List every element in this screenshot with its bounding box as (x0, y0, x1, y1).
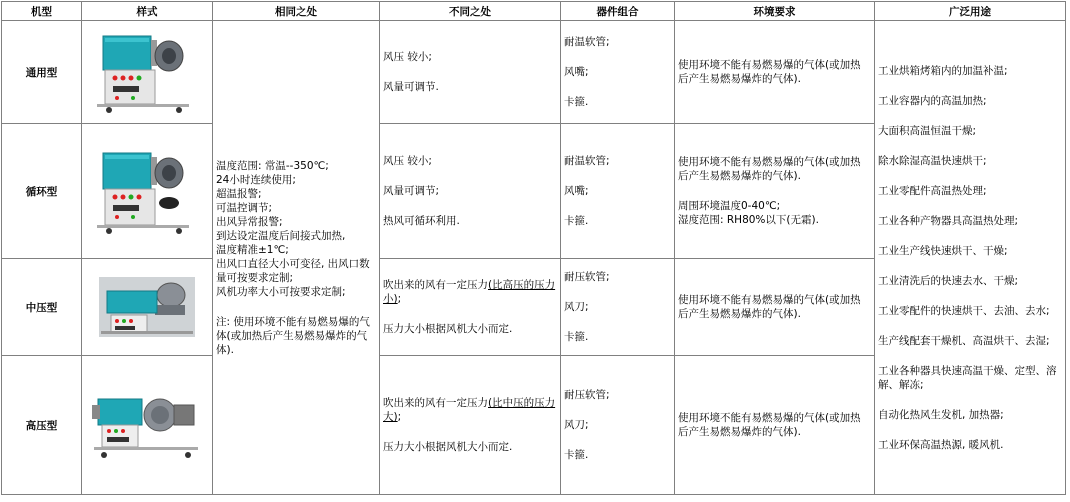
part-line: 卡箍. (564, 331, 589, 344)
usage-item: 工业清洗后的快速去水、干燥; (878, 274, 1019, 287)
usage-item: 工业容器内的高温加热; (878, 94, 987, 107)
diff-text: 吹出来的风有一定压力 (383, 397, 488, 410)
env-line: 使用环境不能有易燃易爆的气体(或加热后产生易燃易爆炸的气体). (678, 294, 861, 321)
image-circulation (82, 124, 213, 259)
common-line: 到达设定温度后间接式加热, (216, 229, 346, 242)
header-common: 相同之处 (213, 2, 380, 21)
row-general (2, 21, 1066, 124)
hot-air-machine-circulation-icon (93, 147, 201, 235)
env-line: 使用环境不能有易燃易爆的气体(或加热后产生易燃易爆炸的气体). (678, 59, 861, 86)
diff-line: 压力大小根据风机大小而定. (383, 323, 513, 336)
env-line: 使用环境不能有易燃易爆的气体(或加热后产生易燃易爆炸的气体). (678, 412, 861, 439)
common-line: 超温报警; (216, 187, 262, 200)
usage-list (875, 21, 1066, 495)
header-usage: 广泛用途 (875, 2, 1066, 21)
medium-pressure-machine-icon (97, 275, 197, 339)
env-general (675, 21, 875, 124)
diff-underlined: (比高压的压力小) (383, 279, 556, 306)
high-pressure-machine-icon (92, 389, 202, 461)
part-line: 耐温软管; (564, 155, 610, 168)
hot-air-machine-upright-icon (93, 30, 201, 114)
common-line: 可温控调节; (216, 201, 273, 214)
env-line: 周围环境温度0-40℃; (678, 200, 781, 213)
usage-item: 工业各种产物器具高温热处理; (878, 214, 1019, 227)
parts-general (561, 21, 675, 124)
header-style: 样式 (82, 2, 213, 21)
spec-table (1, 1, 1066, 495)
usage-item: 工业生产线快速烘干、干燥; (878, 244, 1008, 257)
image-general (82, 21, 213, 124)
env-medium-pressure (675, 259, 875, 356)
diff-suffix: ; (397, 293, 402, 306)
part-line: 耐压软管; (564, 389, 610, 402)
diff-high-pressure (380, 356, 561, 495)
header-model: 机型 (2, 2, 82, 21)
env-high-pressure (675, 356, 875, 495)
common-line: 温度精准±1℃; (216, 243, 289, 256)
parts-high-pressure (561, 356, 675, 495)
type-medium-pressure: 中压型 (2, 259, 82, 356)
env-line: 湿度范围: RH80%以下(无霜). (678, 214, 819, 227)
usage-item: 工业各种器具快速高温干燥、定型、溶解、解冻; (878, 364, 1057, 391)
part-line: 耐温软管; (564, 36, 610, 49)
usage-item: 工业零配件的快速烘干、去油、去水; (878, 304, 1050, 317)
usage-item: 自动化热风生发机, 加热器; (878, 408, 1004, 421)
part-line: 卡箍. (564, 215, 589, 228)
diff-general (380, 21, 561, 124)
diff-line (383, 396, 557, 424)
part-line: 风嘴; (564, 185, 589, 198)
diff-suffix: ; (397, 411, 402, 424)
env-circulation (675, 124, 875, 259)
image-high-pressure (82, 356, 213, 495)
image-medium-pressure (82, 259, 213, 356)
diff-text: 吹出来的风有一定压力 (383, 279, 488, 292)
header-parts: 器件组合 (561, 2, 675, 21)
diff-circulation (380, 124, 561, 259)
diff-line: 风压 较小; (383, 51, 432, 64)
common-line: 温度范围: 常温--350℃; (216, 159, 329, 172)
header-env: 环境要求 (675, 2, 875, 21)
diff-line: 风压 较小; (383, 155, 432, 168)
part-line: 风嘴; (564, 66, 589, 79)
usage-item: 生产线配套干燥机、高温烘干、去湿; (878, 334, 1050, 347)
common-line: 24小时连续使用; (216, 173, 296, 186)
diff-underlined: (比中压的压力大) (383, 397, 556, 424)
part-line: 卡箍. (564, 96, 589, 109)
env-line: 使用环境不能有易燃易爆的气体(或加热后产生易燃易爆炸的气体). (678, 156, 861, 183)
diff-line: 压力大小根据风机大小而定. (383, 441, 513, 454)
part-line: 风刀; (564, 301, 589, 314)
header-row (2, 2, 1066, 21)
part-line: 卡箍. (564, 449, 589, 462)
header-diff: 不同之处 (380, 2, 561, 21)
usage-item: 大面积高温恒温干燥; (878, 124, 977, 137)
part-line: 耐压软管; (564, 271, 610, 284)
diff-line: 风量可调节; (383, 185, 440, 198)
usage-item: 除水除湿高温快速烘干; (878, 154, 987, 167)
common-line: 出风异常报警; (216, 215, 283, 228)
parts-circulation (561, 124, 675, 259)
part-line: 风刀; (564, 419, 589, 432)
common-line: 出风口直径大小可变径, 出风口数量可按要求定制; (216, 257, 370, 284)
usage-item: 工业零配件高温热处理; (878, 184, 987, 197)
diff-line (383, 278, 557, 306)
type-circulation: 循环型 (2, 124, 82, 259)
common-line: 风机功率大小可按要求定制; (216, 285, 346, 298)
diff-line: 风量可调节. (383, 81, 439, 94)
common-note: 注: 使用环境不能有易燃易爆的气体(或加热后产生易燃易爆炸的气体). (216, 315, 370, 356)
type-high-pressure: 高压型 (2, 356, 82, 495)
common-features (213, 21, 380, 495)
type-general: 通用型 (2, 21, 82, 124)
usage-item: 工业烘箱烤箱内的加温补温; (878, 64, 1008, 77)
usage-item: 工业环保高温热源, 暖风机. (878, 438, 1004, 451)
parts-medium-pressure (561, 259, 675, 356)
diff-line: 热风可循环利用. (383, 215, 460, 228)
diff-medium-pressure (380, 259, 561, 356)
